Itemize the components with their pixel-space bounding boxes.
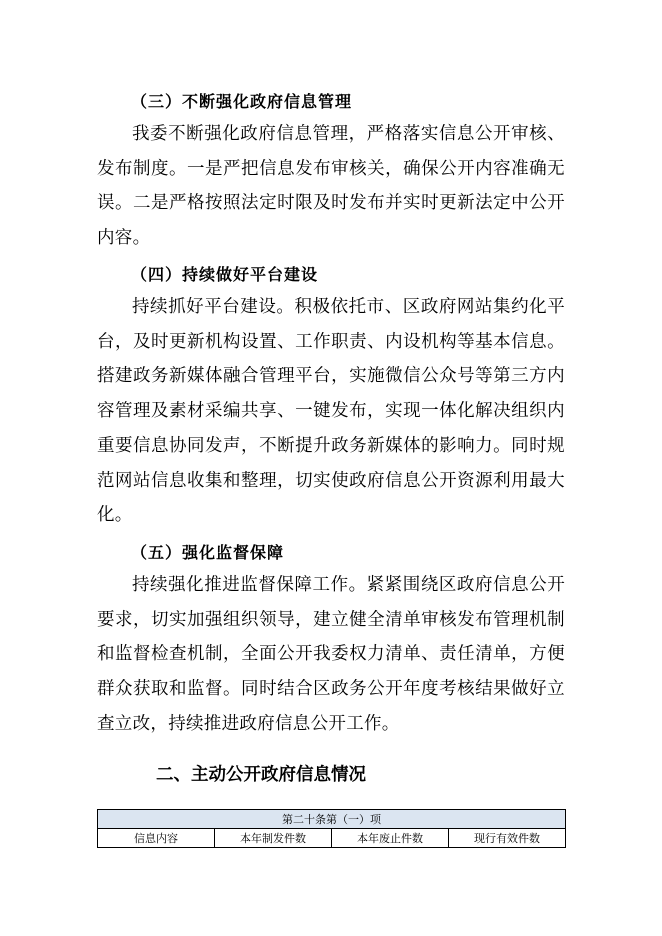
section4-body: 持续抓好平台建设。积极依托市、区政府网站集约化平台，及时更新机构设置、工作职责、内设机构等基本信息。搭建政务新媒体融合管理平台，实施微信公众号等第三方内容管理及素材采编共享、一键发布，实现一体化解决组织内重要信息协同发声，不断提升政务新媒体的影响力。同时规范网站信息收集和整理，切实使政府信息公开资源利用最大化。 — [97, 297, 565, 526]
header-valid-count: 现行有效件数 — [449, 829, 566, 848]
section3-heading: （三）不断强化政府信息管理 — [131, 92, 353, 111]
article20-table — [97, 809, 566, 848]
table-title: 第二十条第（一）项 — [98, 810, 566, 829]
section3-body: 我委不断强化政府信息管理，严格落实信息公开审核、发布制度。一是严把信息发布审核关，确保公开内容准确无误。二是严格按照法定时限及时发布并实时更新法定中公开内容。 — [97, 124, 565, 249]
section5-heading: （五）强化监督保障 — [131, 543, 285, 562]
header-issued-count: 本年制发件数 — [215, 829, 332, 848]
header-info-content: 信息内容 — [98, 829, 215, 848]
section5-body: 持续强化推进监督保障工作。紧紧围绕区政府信息公开要求，切实加强组织领导，建立健全清单审核发布管理机制和监督检查机制，全面公开我委权力清单、责任清单，方便群众获取和监督。同时结合区政务公开年度考核结果做好立查立改，持续推进政府信息公开工作。 — [97, 575, 565, 734]
table-title-row — [98, 810, 566, 829]
section4-heading: （四）持续做好平台建设 — [131, 265, 319, 284]
table-header-row — [98, 829, 566, 848]
header-repealed-count: 本年废止件数 — [332, 829, 449, 848]
part2-heading: 二、主动公开政府信息情况 — [156, 765, 366, 785]
